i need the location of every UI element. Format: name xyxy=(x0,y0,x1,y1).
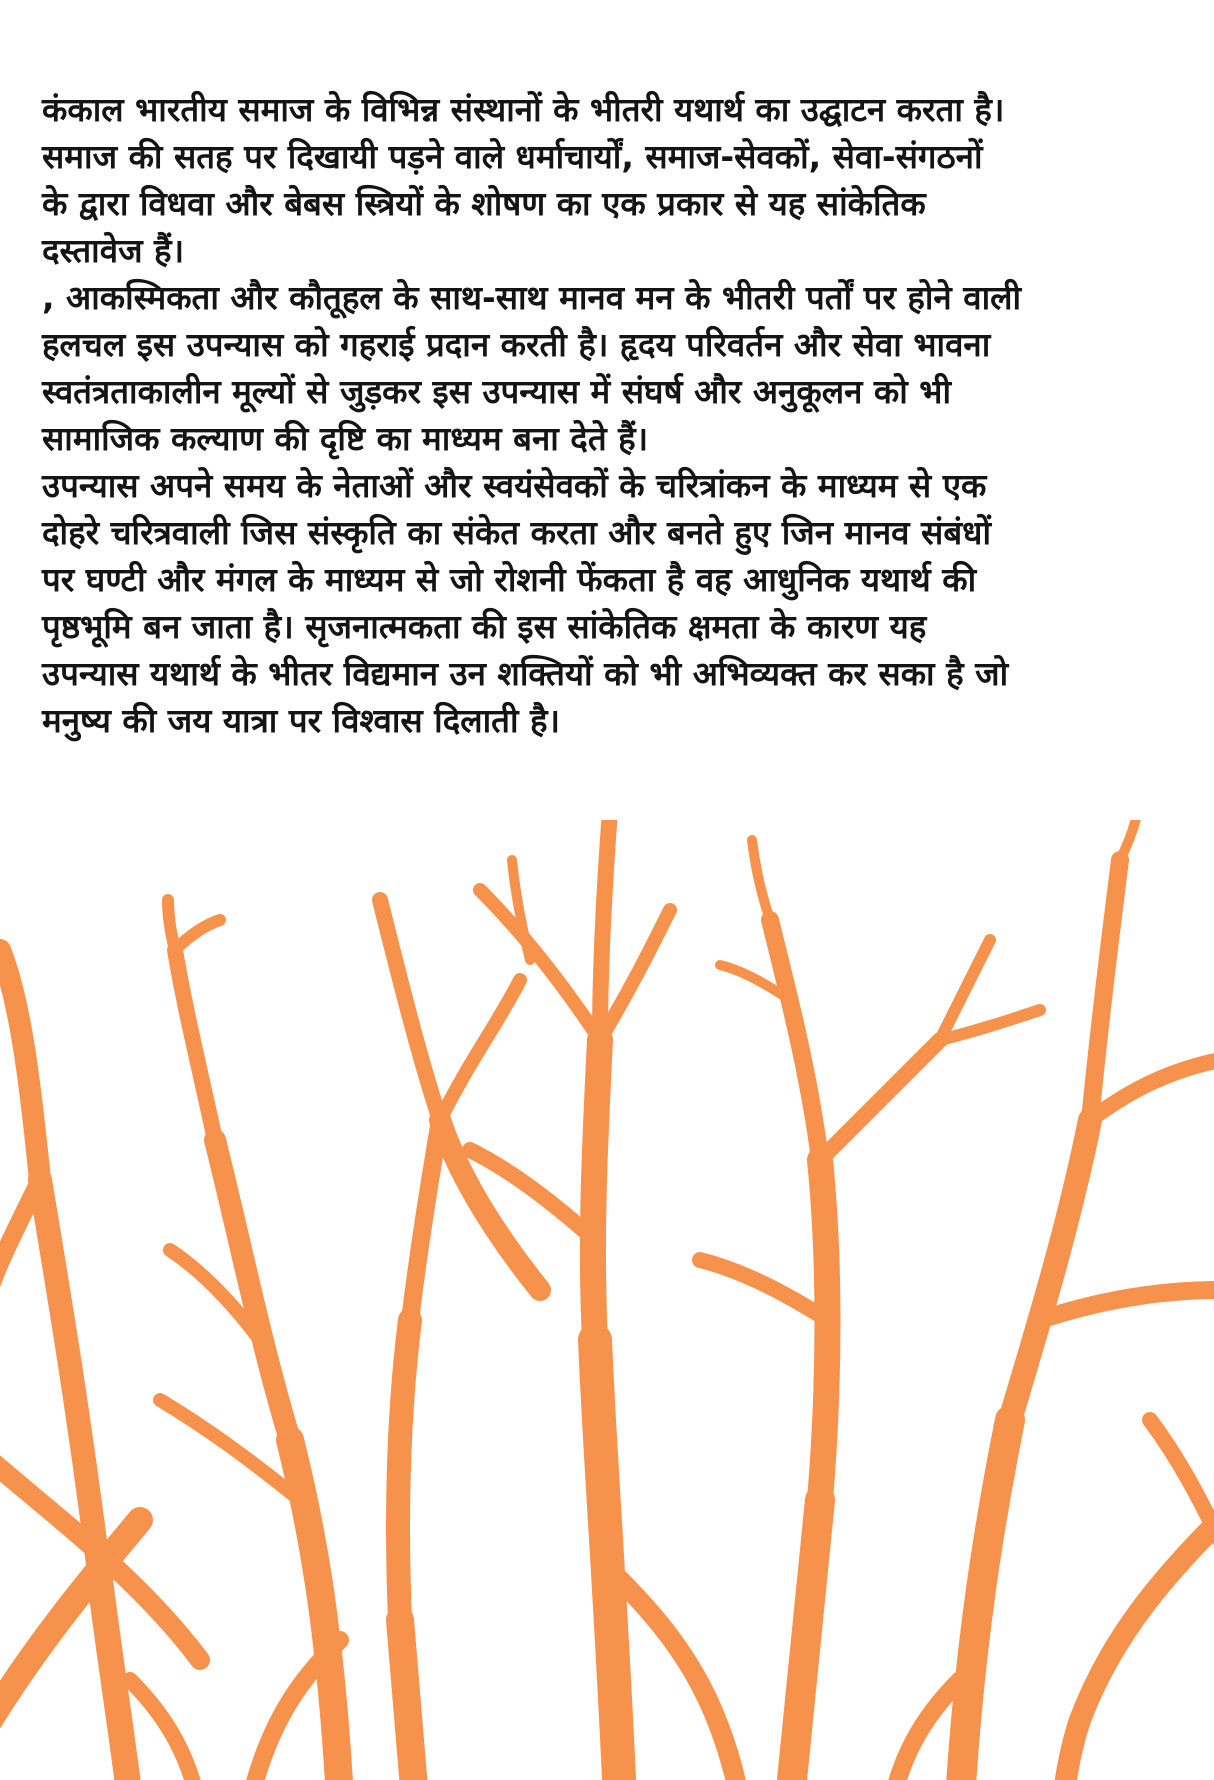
text-line: उपन्यास यथार्थ के भीतर विद्यमान उन शक्तियों को भी अभिव्यक्त कर सका है जो xyxy=(42,654,1009,693)
text-line: दोहरे चरित्रवाली जिस संस्कृति का संकेत करता और बनते हुए जिन मानव संबंधों xyxy=(42,513,992,552)
text-line: के द्वारा विधवा और बेबस स्त्रियों के शोषण का एक प्रकार से यह सांकेतिक xyxy=(42,184,926,223)
text-line: पर घण्टी और मंगल के माध्यम से जो रोशनी फेंकता है वह आधुनिक यथार्थ की xyxy=(42,560,977,599)
text-line: उपन्यास अपने समय के नेताओं और स्वयंसेवकों के चरित्रांकन के माध्यम से एक xyxy=(42,466,987,505)
text-line: स्वतंत्रताकालीन मूल्यों से जुड़कर इस उपन्यास में संघर्ष और अनुकूलन को भी xyxy=(42,372,952,411)
text-line: हलचल इस उपन्यास को गहराई प्रदान करती है। हृदय परिवर्तन और सेवा भावना xyxy=(42,325,991,364)
text-line: मनुष्य की जय यात्रा पर विश्वास दिलाती है। xyxy=(42,701,561,740)
text-line: समाज की सतह पर दिखायी पड़ने वाले धर्माचार्यों, समाज-सेवकों, सेवा-संगठनों xyxy=(42,137,983,176)
text-line: दस्तावेज हैं। xyxy=(42,231,185,270)
text-line: कंकाल भारतीय समाज के विभिन्न संस्थानों के भीतरी यथार्थ का उद्घाटन करता है। xyxy=(42,90,1005,129)
text-line: , आकस्मिकता और कौतूहल के साथ-साथ मानव मन के भीतरी पर्तों पर होने वाली xyxy=(42,278,1022,317)
text-line: सामाजिक कल्याण की दृष्टि का माध्यम बना देते हैं। xyxy=(42,419,649,458)
orange-tree-branches-icon xyxy=(0,820,1214,1780)
body-text xyxy=(42,86,1182,744)
text-line: पृष्ठभूमि बन जाता है। सृजनात्मकता की इस सांकेतिक क्षमता के कारण यह xyxy=(42,607,927,646)
